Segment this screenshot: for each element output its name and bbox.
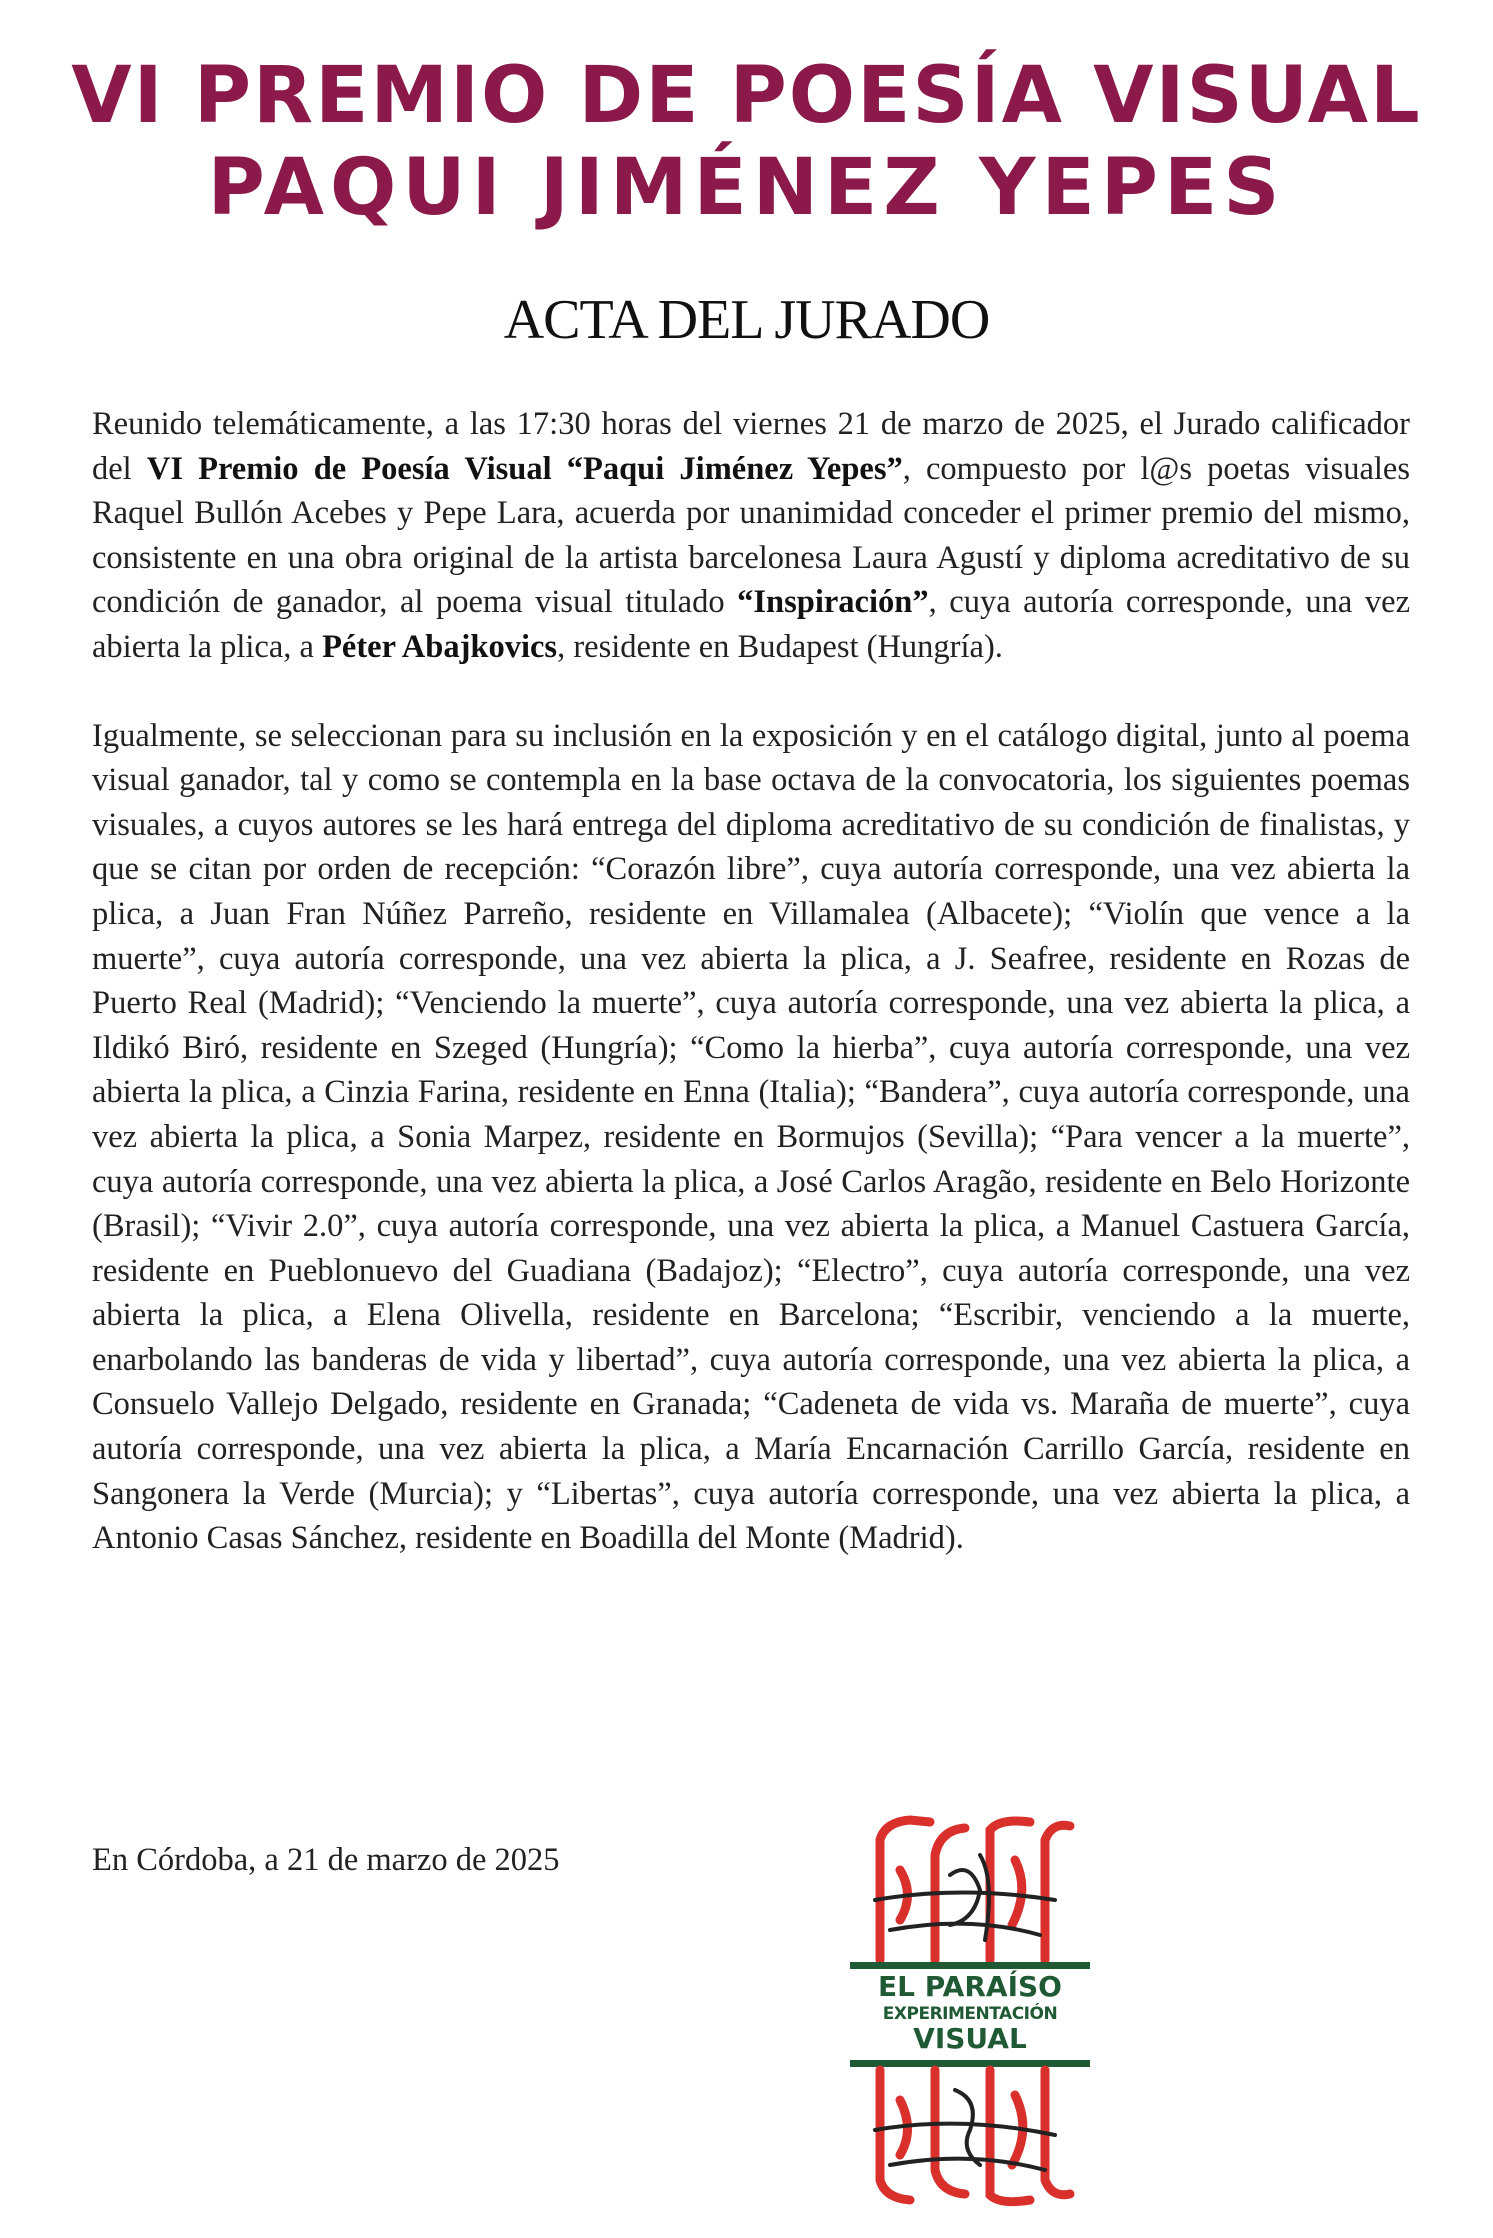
prize-title-line2: PAQUI JIMÉNEZ YEPES: [207, 143, 1286, 233]
prize-title-line1: VI PREMIO DE POESÍA VISUAL: [71, 51, 1422, 141]
p1-prize-name: VI Premio de Poesía Visual “Paqui Jiménez Yepes”: [146, 450, 903, 487]
p1-text-1: Reunido telemáticamente, a las 17:30 horas del viernes 21 de marzo de 2025, el Jurado calificador del: [92, 406, 1410, 487]
p1-winner-name: Péter Abajkovics: [322, 628, 558, 665]
p1-poem-title: “Inspiración”: [737, 584, 929, 621]
closing-date: En Córdoba, a 21 de marzo de 2025: [92, 1842, 560, 1878]
p1-text-4: , residente en Budapest (Hungría).: [557, 628, 1003, 665]
p1-text-2: , compuesto por l@s poetas visuales Raquel Bullón Acebes y Pepe Lara, acuerda por unanimidad conceder el primer premio del mismo, consistente en una obra original de la artista barcelonesa Laura Agustí y diploma acreditativo de su condición de ganador, al poema visual titulado: [92, 450, 1411, 621]
p1-text-3: , cuya autoría corresponde, una vez abierta la plica, a: [92, 584, 1410, 665]
logo-line3: VISUAL: [913, 2022, 1027, 2055]
el-paraiso-logo: [840, 1800, 1100, 2220]
paragraph-finalists: Igualmente, se seleccionan para su inclusión en la exposición y en el catálogo digital, junto al poema visual ganador, tal y como se contempla en la base octava de la convocatoria, los siguientes poemas visuales, a cuyos autores se les hará entrega del diploma acreditativo de su condición de finalistas, y que se citan por orden de recepción: “Corazón libre”, cuya autoría corresponde, una vez abierta la plica, a Juan Fran Núñez Parreño, residente en Villamalea (Albacete); “Violín que vence a la muerte”, cuya autoría corresponde, una vez abierta la plica, a J. Seafree, residente en Rozas de Puerto Real (Madrid); “Venciendo la muerte”, cuya autoría corresponde, una vez abierta la plica, a Ildikó Biró, residente en Szeged (Hungría); “Como la hierba”, cuya autoría corresponde, una vez abierta la plica, a Cinzia Farina, residente en Enna (Italia); “Bandera”, cuya autoría corresponde, una vez abierta la plica, a Sonia Marpez, residente en Bormujos (Sevilla); “Para vencer a la muerte”, cuya autoría corresponde, una vez abierta la plica, a José Carlos Aragão, residente en Belo Horizonte (Brasil); “Vivir 2.0”, cuya autoría corresponde, una vez abierta la plica, a Manuel Castuera García, residente en Pueblonuevo del Guadiana (Badajoz); “Electro”, cuya autoría corresponde, una vez abierta la plica, a Elena Olivella, residente en Barcelona; “Escribir, venciendo a la muerte, enarbolando las banderas de vida y libertad”, cuya autoría corresponde, una vez abierta la plica, a Consuelo Vallejo Delgado, residente en Granada; “Cadeneta de vida vs. Maraña de muerte”, cuya autoría corresponde, una vez abierta la plica, a María Encarnación Carrillo García, residente en Sangonera la Verde (Murcia); y “Libertas”, cuya autoría corresponde, una vez abierta la plica, a Antonio Casas Sánchez, residente en Boadilla del Monte (Madrid).: [92, 717, 1410, 1557]
logo-line1: EL PARAÍSO: [878, 1970, 1062, 2003]
document-body: [92, 402, 1410, 1561]
prize-header: [0, 50, 1493, 234]
logo-line2: EXPERIMENTACIÓN: [882, 2004, 1058, 2024]
document-title: ACTA DEL JURADO: [503, 289, 990, 351]
paragraph-winner: [92, 402, 1410, 670]
